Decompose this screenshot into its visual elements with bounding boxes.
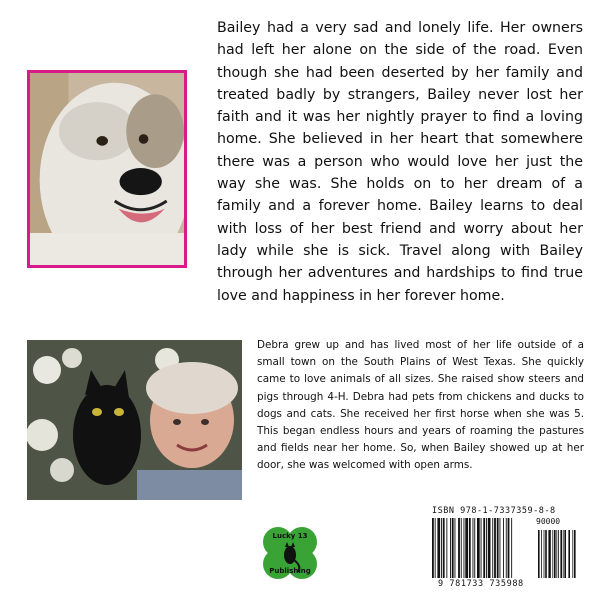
barcode-bar — [473, 518, 474, 578]
dog-photo — [27, 70, 187, 268]
barcode-bar — [432, 518, 434, 578]
barcode-addon-bar — [568, 530, 570, 578]
dog-image — [30, 73, 184, 265]
barcode-bar — [464, 518, 465, 578]
barcode-addon-bar — [574, 530, 576, 578]
barcode-bar — [494, 518, 496, 578]
barcode — [430, 518, 582, 578]
story-description: Bailey had a very sad and lonely life. Her owners had left her alone on the side of the road. Even though she had been deserted by her family and treated badly by strangers, Bailey never lost her faith and it was her nightly prayer to find a loving home. She believed in her heart that somewhere there was a person who would love her just the way she was. She holds on to her dream of a family and a forever home. Bailey learns to deal with loss of her best friend and worry about her lady while she is sick. Travel along with Bailey through her adventures and hardships to find true love and happiness in her forever home. — [217, 20, 583, 304]
barcode-bar — [461, 518, 462, 578]
barcode-digits: 9 781733 735988 — [438, 579, 524, 589]
barcode-bar — [450, 518, 451, 578]
barcode-bar — [500, 518, 501, 578]
barcode-bar — [443, 518, 445, 578]
barcode-bar — [441, 518, 442, 578]
barcode-bar — [488, 518, 491, 578]
barcode-bar — [474, 518, 475, 578]
barcode-addon-bar — [538, 530, 540, 578]
author-bio: Debra grew up and has lived most of her life outside of a small town on the South Plains of West Texas. She quickly came to love animals of all sizes. She raised show steers and pigs through 4-H. Debra had pets from chickens and ducks to dogs and cats. She received her first horse when she was 5. This began endless hours and years of roaming the pastures and fields near her home. So, when Bailey showed up at her door, she was welcomed with open arms. — [257, 339, 584, 472]
barcode-addon-bar — [544, 530, 545, 578]
barcode-bar — [492, 518, 493, 578]
barcode-addon-bar — [556, 530, 557, 578]
barcode-bar — [435, 518, 436, 578]
barcode-bar — [506, 518, 507, 578]
barcode-bar — [437, 518, 440, 578]
barcode-bar — [511, 518, 512, 578]
barcode-bar — [483, 518, 485, 578]
publisher-logo — [258, 520, 322, 584]
barcode-bar — [503, 518, 504, 578]
barcode-bars — [430, 518, 582, 578]
barcode-addon-bar — [564, 530, 566, 578]
barcode-bar — [446, 518, 447, 578]
barcode-addon-bar — [545, 530, 547, 578]
barcode-bar — [508, 518, 510, 578]
author-with-cat-image — [27, 340, 242, 500]
barcode-addon-bar — [572, 530, 573, 578]
barcode-bar — [458, 518, 460, 578]
barcode-bar — [452, 518, 454, 578]
publisher-name-line1: Lucky 13 — [272, 532, 308, 540]
barcode-bar — [469, 518, 471, 578]
barcode-addon-bar — [541, 530, 542, 578]
barcode-addon-bar — [558, 530, 559, 578]
barcode-bar — [477, 518, 480, 578]
barcode-bar — [465, 518, 468, 578]
barcode-bar — [481, 518, 482, 578]
barcode-addon-bar — [554, 530, 556, 578]
barcode-addon-bar — [548, 530, 550, 578]
isbn-label: ISBN 978-1-7337359-8-8 — [432, 506, 556, 516]
barcode-price-code: 90000 — [536, 517, 561, 526]
barcode-bar — [455, 518, 456, 578]
barcode-bar — [486, 518, 487, 578]
barcode-addon-bar — [552, 530, 553, 578]
author-photo — [27, 340, 242, 500]
barcode-addon-bar — [563, 530, 564, 578]
barcode-bar — [497, 518, 499, 578]
barcode-addon-bar — [560, 530, 562, 578]
publisher-name-line2: Publishing — [269, 567, 311, 575]
